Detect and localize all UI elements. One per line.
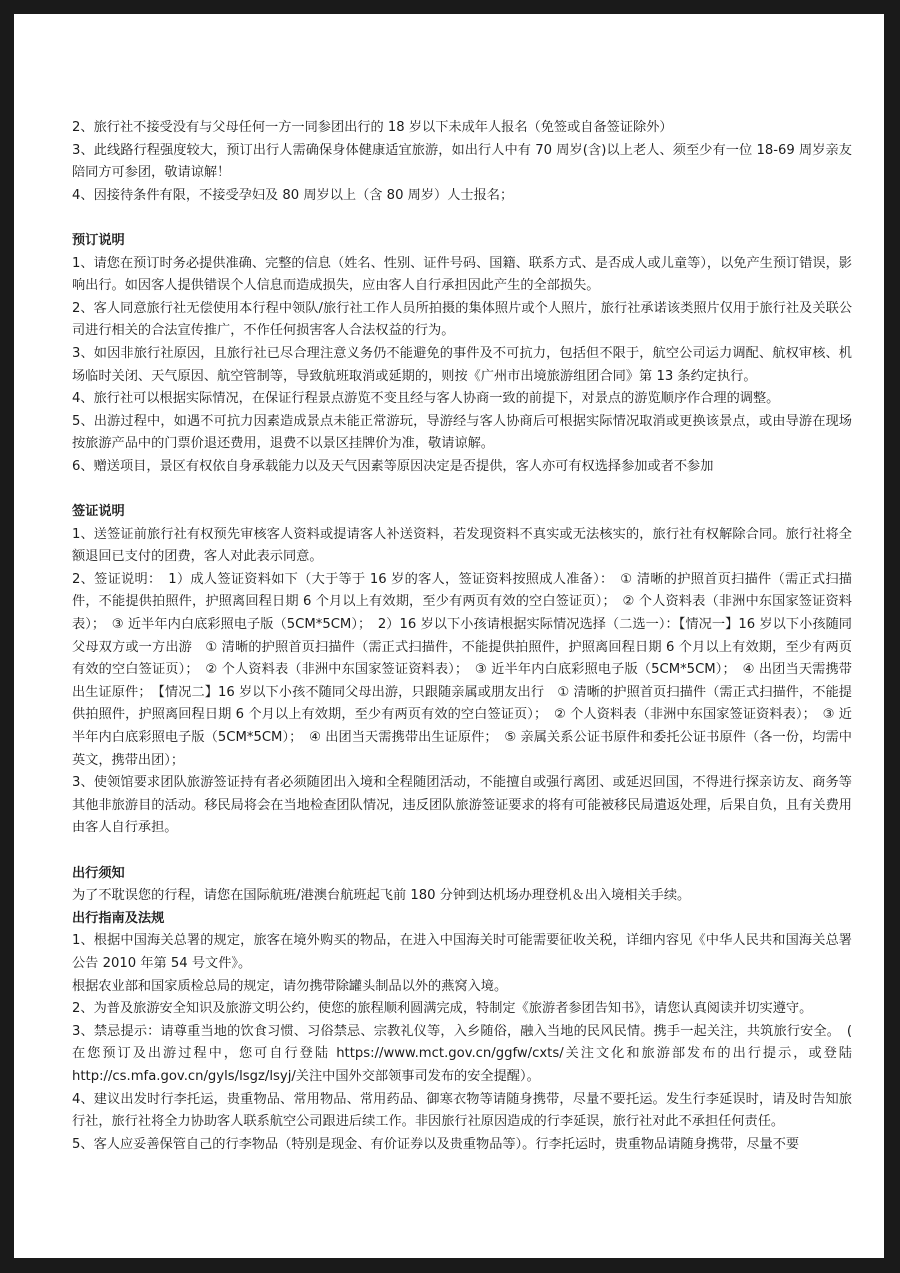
notice-item: 2、旅行社不接受没有与父母任何一方一同参团出行的 18 岁以下未成年人报名（免签或自备签证除外） (72, 120, 673, 135)
guide-heading: 出行指南及法规 (72, 910, 165, 926)
guide-item: 4、建议出发时行李托运，贵重物品、常用物品、常用药品、御寒衣物等请随身携带，尽量不要托运。发生行李延误时，请及时告知旅行社，旅行社将全力协助客人联系航空公司跟进后续工作。非因旅行社原因造成的行李延误，旅行社对此不承担任何责任。 (72, 1091, 852, 1130)
notice-item: 3、此线路行程强度较大，预订出行人需确保身体健康适宜旅游，如出行人中有 70 周岁(含)以上老人、须至少有一位 18-69 周岁亲友陪同方可参团，敬请谅解！ (72, 142, 852, 181)
guide-item: 3、禁忌提示：请尊重当地的饮食习惯、习俗禁忌、宗教礼仪等，入乡随俗，融入当地的民风民情。携手一起关注，共筑旅行安全。 ( 在您预订及出游过程中，您可自行登陆 https://www.mct.gov.cn/ggfw/cxts/关注文化和旅游部发布的出行提示，或登陆 http://cs.mfa.gov.cn/gyls/lsgz/lsyj/关注中国外交部领事司发布的安全提醒）。 (72, 1023, 866, 1084)
spacer (72, 207, 852, 230)
booking-item: 3、如因非旅行社原因，且旅行社已尽合理注意义务仍不能避免的事件及不可抗力，包括但不限于，航空公司运力调配、航权审核、机场临时关闭、天气原因、航空管制等，导致航班取消或延期的，则按《广州市出境旅游组团合同》第 13 条约定执行。 (72, 345, 852, 384)
guide-item: 1、根据中国海关总署的规定，旅客在境外购买的物品，在进入中国海关时可能需要征收关税，详细内容见《中华人民共和国海关总署公告 2010 年第 54 号文件》。 (72, 933, 852, 971)
spacer (72, 840, 852, 863)
visa-item: 3、使领馆要求团队旅游签证持有者必须随团出入境和全程随团活动，不能擅自或强行离团、或延迟回国，不得进行探亲访友、商务等其他非旅游目的活动。移民局将会在当地检查团队情况，违反团队旅游签证要求的将有可能被移民局遣返处理，后果自负，且有关费用由客人自行承担。 (72, 775, 852, 836)
guide-item: 5、客人应妥善保管自己的行李物品（特别是现金、有价证券以及贵重物品等）。行李托运时，贵重物品请随身携带，尽量不要 (72, 1136, 800, 1152)
document-content (72, 117, 866, 1156)
booking-item: 5、出游过程中，如遇不可抗力因素造成景点未能正常游玩，导游经与客人协商后可根据实际情况取消或更换该景点，或由导游在现场按旅游产品中的门票价退还费用，退费不以景区挂牌价为准，敬请谅解。 (72, 413, 852, 452)
visa-item: 1、送签证前旅行社有权预先审核客人资料或提请客人补送资料，若发现资料不真实或无法核实的，旅行社有权解除合同。旅行社将全额退回已支付的团费，客人对此表示同意。 (72, 526, 852, 565)
booking-heading: 预订说明 (72, 232, 125, 248)
travel-notice-text: 为了不耽误您的行程，请您在国际航班/港澳台航班起飞前 180 分钟到达机场办理登机＆出入境相关手续。 (72, 888, 691, 904)
travel-notice-heading: 出行须知 (72, 865, 125, 881)
notice-item: 4、因接待条件有限，不接受孕妇及 80 周岁以上（含 80 周岁）人士报名； (72, 187, 514, 203)
document-page (14, 14, 884, 1258)
booking-item: 2、客人同意旅行社无偿使用本行程中领队/旅行社工作人员所拍摄的集体照片或个人照片，旅行社承诺该类照片仅用于旅行社及关联公司进行相关的合法宣传推广，不作任何损害客人合法权益的行为。 (72, 300, 852, 339)
booking-item: 6、赠送项目，景区有权依自身承载能力以及天气因素等原因决定是否提供，客人亦可有权选择参加或者不参加 (72, 458, 714, 474)
visa-heading: 签证说明 (72, 504, 125, 520)
guide-item: 2、为普及旅游安全知识及旅游文明公约，使您的旅程顺利圆满完成，特制定《旅游者参团告知书》，请您认真阅读并切实遵守。 (72, 1001, 813, 1017)
visa-item: 2、签证说明： 1）成人签证资料如下（大于等于 16 岁的客人，签证资料按照成人准备）： ① 清晰的护照首页扫描件（需正式扫描件，不能提供拍照件，护照离回程日期 6 个月以上有效期，至少有两页有效的空白签证页）； ② 个人资料表（非洲中东国家签证资料表）； ③ 近半年内白底彩照电子版（5CM*5CM）； 2）16 岁以下小孩请根据实际情况选择（二选一）：【情况一】16 岁以下小孩随同父母双方或一方出游 ① 清晰的护照首页扫描件（需正式扫描件，不能提供拍照件，护照离回程日期 6 个月以上有效期，至少有两页有效的空白签证页）； ② 个人资料表（非洲中东国家签证资料表）； ③ 近半年内白底彩照电子版（5CM*5CM）； ④ 出团当天需携带出生证原件； 【情况二】16 岁以下小孩不随同父母出游，只跟随亲属或朋友出行 ① 清晰的护照首页扫描件（需正式扫描件，不能提供拍照件，护照离回程日期 6 个月以上有效期，至少有两页有效的空白签证页）； ② 个人资料表（非洲中东国家签证资料表）； ③ 近半年内白底彩照电子版（5CM*5CM）； ④ 出团当天需携带出生证原件； ⑤ 亲属关系公证书原件和委托公证书原件（各一份，均需中英文，携带出团）； (72, 571, 852, 768)
spacer (72, 479, 852, 502)
guide-item: 根据农业部和国家质检总局的规定，请勿携带除罐头制品以外的燕窝入境。 (72, 978, 508, 994)
booking-item: 4、旅行社可以根据实际情况，在保证行程景点游览不变且经与客人协商一致的前提下，对景点的游览顺序作合理的调整。 (72, 391, 780, 407)
booking-item: 1、请您在预订时务必提供准确、完整的信息（姓名、性别、证件号码、国籍、联系方式、是否成人或儿童等），以免产生预订错误，影响出行。如因客人提供错误个人信息而造成损失，应由客人自行承担因此产生的全部损失。 (72, 255, 852, 294)
